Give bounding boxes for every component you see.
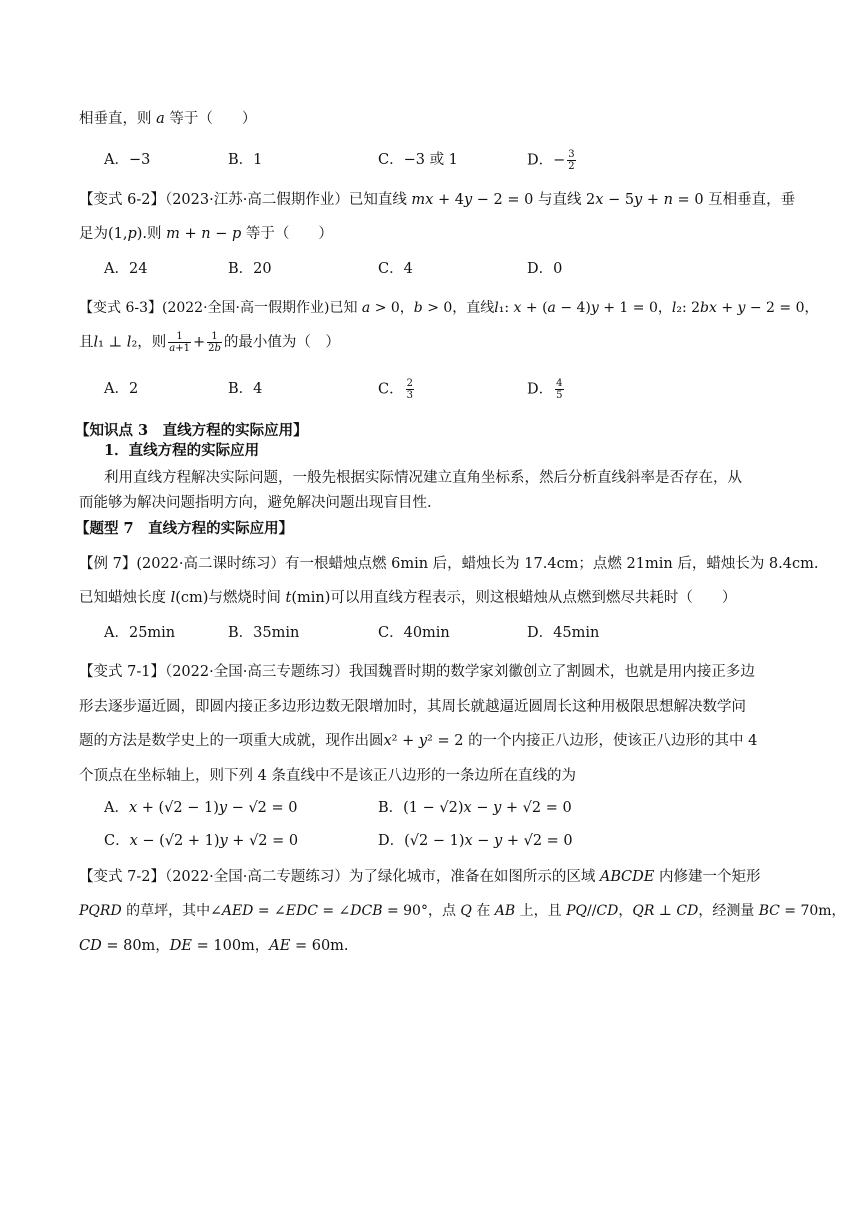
example-7-option-a: A．25min bbox=[104, 625, 176, 641]
v72-stem-line2: 𝑃𝑄𝑅𝐷 的草坪，其中∠𝐴𝐸𝐷 = ∠𝐸𝐷𝐶 = ∠𝐷𝐶𝐵 = 90°，点 𝑄 在 𝐴𝐵 上，且 𝑃𝑄//𝐶𝐷，𝑄𝑅 ⊥ 𝐶𝐷，经测量 𝐵𝐶 = 70m， bbox=[79, 903, 846, 919]
question-type-7-heading: 【题型 7 直线方程的实际应用】 bbox=[75, 520, 294, 537]
v63-plus: + bbox=[192, 334, 206, 351]
fraction-numerator: 3 bbox=[568, 149, 575, 160]
v62-stem-line1: 【变式 6-2】（2023·江苏·高二假期作业）已知直线 𝑚𝑥 + 4𝑦 − 2 = 0 与直线 2𝑥 − 5𝑦 + 𝑛 = 0 互相垂直，垂 bbox=[79, 192, 796, 208]
example-7-line2: 已知蜡烛长度 𝑙(cm)与燃烧时间 𝑡(min)可以用直线方程表示，则这根蜡烛从点燃到燃尽共耗时（ ） bbox=[79, 590, 737, 606]
v71-option-d: D．(√2 − 1)𝑥 − 𝑦 + √2 = 0 bbox=[378, 833, 573, 849]
v63-option-d-prefix: D． bbox=[527, 381, 554, 398]
knowledge-point-3-paragraph-line2: 而能够为解决问题指明方向，避免解决问题出现盲目性. bbox=[79, 495, 432, 511]
v63-option-c-prefix: C． bbox=[378, 381, 404, 398]
v63-option-c bbox=[378, 378, 416, 401]
v71-stem-line2: 形去逐步逼近圆，即圆内接正多边形边数无限增加时，其周长就越逼近圆周长这种用极限思想解决数学问 bbox=[79, 699, 746, 715]
q61-option-d-prefix: D．− bbox=[527, 152, 566, 169]
v71-stem-line4: 个顶点在坐标轴上，则下列 4 条直线中不是该正八边形的一条边所在直线的为 bbox=[79, 768, 576, 784]
v63-option-b: B．4 bbox=[228, 381, 263, 397]
fraction-numerator: 1 bbox=[207, 331, 222, 343]
v63-stem-prefix: 且𝑙₁ ⊥ 𝑙₂，则 bbox=[79, 334, 167, 351]
v63-fraction-2 bbox=[207, 331, 222, 354]
q61-option-d-fraction bbox=[567, 149, 575, 172]
fraction-denominator: 3 bbox=[406, 390, 413, 401]
v63-stem-suffix: 的最小值为（ ） bbox=[223, 334, 340, 351]
v62-option-d: D．0 bbox=[527, 261, 563, 277]
fraction-denominator: 𝑎+1 bbox=[169, 343, 190, 354]
v71-stem-line3: 题的方法是数学史上的一项重大成就，现作出圆𝑥² + 𝑦² = 2 的一个内接正八边形，使该正八边形的其中 4 bbox=[79, 733, 758, 749]
fraction-denominator: 2 bbox=[568, 161, 575, 172]
q61-option-c: C．−3 或 1 bbox=[378, 152, 458, 168]
fraction-numerator: 4 bbox=[556, 378, 563, 389]
fraction-numerator: 1 bbox=[168, 331, 191, 343]
v62-option-c: C．4 bbox=[378, 261, 413, 277]
fraction-denominator: 2𝑏 bbox=[208, 343, 221, 354]
v62-option-a: A．24 bbox=[104, 261, 148, 277]
example-7-option-d: D．45min bbox=[527, 625, 600, 641]
example-7-line1: 【例 7】(2022·高二课时练习）有一根蜡烛点燃 6min 后，蜡烛长为 17.4cm；点燃 21min 后，蜡烛长为 8.4cm. bbox=[79, 556, 819, 572]
q61-stem-tail: 相垂直，则 𝑎 等于（ ） bbox=[79, 111, 257, 127]
v71-option-c: C．𝑥 − (√2 + 1)𝑦 + √2 = 0 bbox=[104, 833, 299, 849]
v63-option-c-fraction bbox=[406, 378, 414, 401]
v71-option-a: A．𝑥 + (√2 − 1)𝑦 − √2 = 0 bbox=[104, 800, 298, 816]
v63-option-a: A．2 bbox=[104, 381, 139, 397]
fraction-denominator: 5 bbox=[556, 390, 563, 401]
v62-stem-line2: 足为(1,𝑝).则 𝑚 + 𝑛 − 𝑝 等于（ ） bbox=[79, 226, 333, 242]
fraction-numerator: 2 bbox=[406, 378, 413, 389]
q61-option-d bbox=[527, 149, 578, 172]
v63-stem-line1: 【变式 6-3】(2022·全国·高一假期作业)已知 𝑎 > 0，𝑏 > 0，直线𝑙₁: 𝑥 + (𝑎 − 4)𝑦 + 1 = 0，𝑙₂: 2𝑏𝑥 + 𝑦 − 2 = 0， bbox=[79, 300, 819, 316]
v63-option-d-fraction bbox=[555, 378, 563, 401]
knowledge-point-3-heading: 【知识点 3 直线方程的实际应用】 bbox=[75, 422, 308, 439]
v63-stem-line2 bbox=[79, 331, 340, 354]
knowledge-point-3-subheading: 1．直线方程的实际应用 bbox=[104, 442, 260, 459]
knowledge-point-3-paragraph-line1: 利用直线方程解决实际问题，一般先根据实际情况建立直角坐标系，然后分析直线斜率是否存在，从 bbox=[104, 470, 742, 486]
example-7-option-c: C．40min bbox=[378, 625, 450, 641]
v72-stem-line1: 【变式 7-2】（2022·全国·高二专题练习）为了绿化城市，准备在如图所示的区域 𝐴𝐵𝐶𝐷𝐸 内修建一个矩形 bbox=[79, 869, 761, 885]
q61-option-b: B．1 bbox=[228, 152, 263, 168]
v62-option-b: B．20 bbox=[228, 261, 272, 277]
v63-option-d bbox=[527, 378, 566, 401]
v71-stem-line1: 【变式 7-1】（2022·全国·高三专题练习）我国魏晋时期的数学家刘徽创立了割圆术，也就是用内接正多边 bbox=[79, 664, 755, 680]
example-7-option-b: B．35min bbox=[228, 625, 300, 641]
v72-stem-line3: 𝐶𝐷 = 80m，𝐷𝐸 = 100m，𝐴𝐸 = 60m. bbox=[79, 938, 349, 954]
v63-fraction-1 bbox=[168, 331, 191, 354]
v71-option-b: B．(1 − √2)𝑥 − 𝑦 + √2 = 0 bbox=[378, 800, 572, 816]
q61-option-a: A．−3 bbox=[104, 152, 151, 168]
